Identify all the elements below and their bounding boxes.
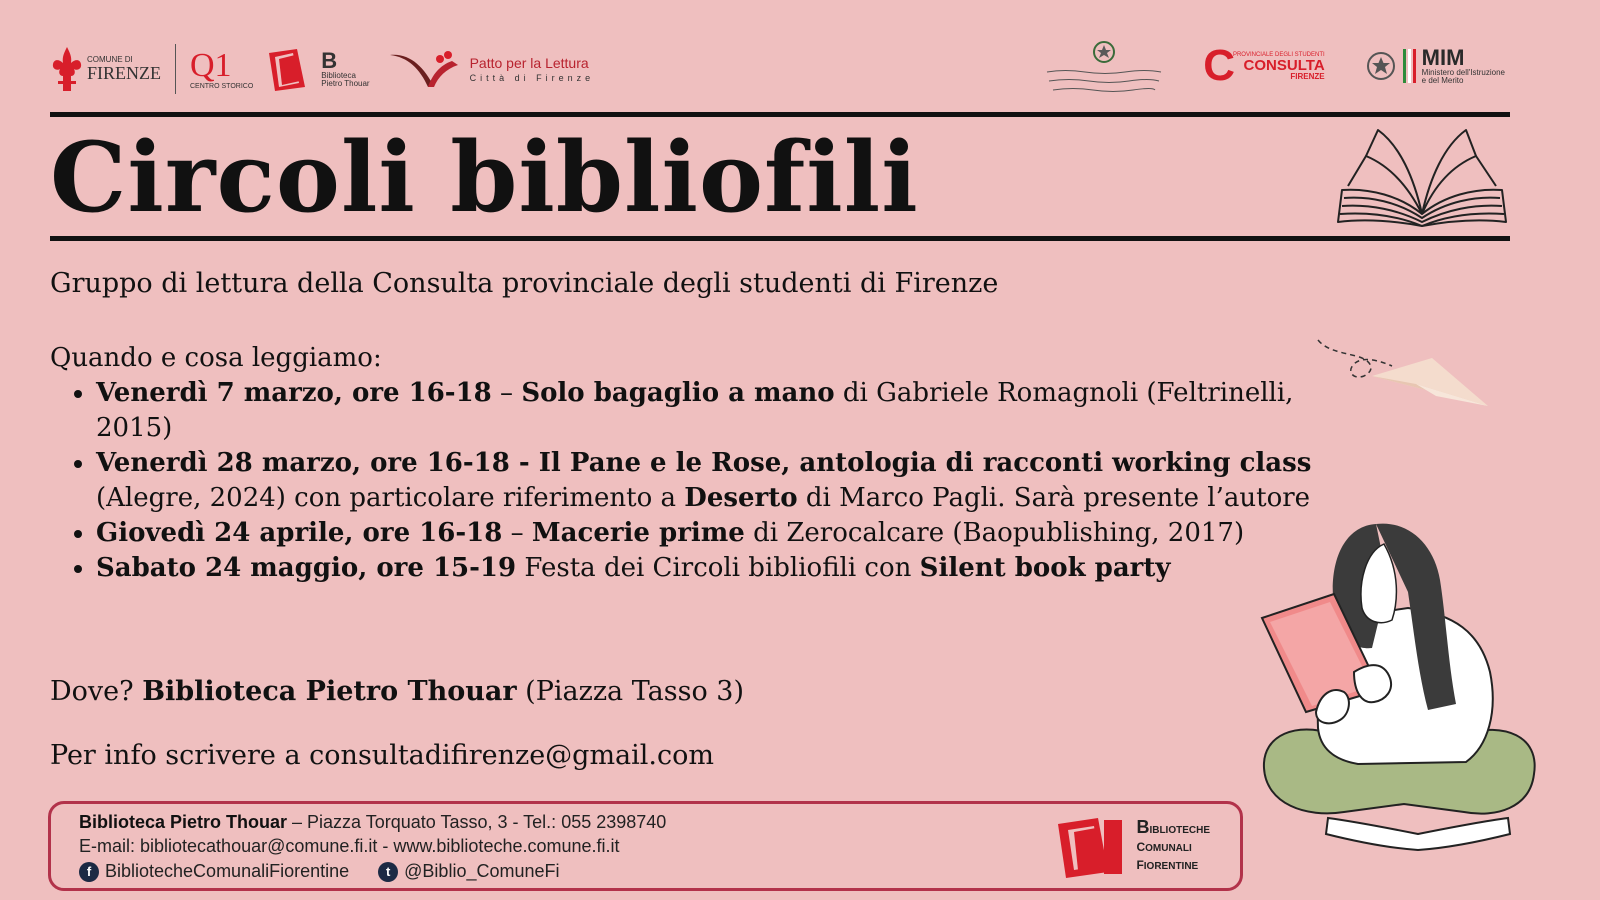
location-address: (Piazza Tasso 3): [516, 676, 745, 707]
mim-line2: e del Merito: [1421, 76, 1464, 85]
facebook-link[interactable]: [79, 861, 349, 882]
logo-separator: [175, 44, 176, 94]
consulta-firenze-logo: [1203, 41, 1325, 90]
comune-big-text: FIRENZE: [87, 63, 161, 83]
event-list: [50, 376, 1366, 586]
event-separator: –: [502, 518, 532, 548]
location-label: Dove?: [50, 676, 143, 707]
event-date: Venerdì 7 marzo, ore 16-18: [96, 378, 492, 408]
event-book: Silent book party: [919, 553, 1171, 583]
consulta-c-letter: C: [1203, 41, 1235, 90]
twitter-link[interactable]: [378, 861, 559, 882]
patto-line2: Città di Firenze: [469, 72, 595, 83]
event-details: di Zerocalcare (Baopublishing, 2017): [744, 518, 1245, 548]
red-book-icon: [1056, 816, 1130, 878]
bcf-line2: COMUNALI: [1136, 840, 1192, 854]
event-details: di Gabriele Romagnoli (Feltrinelli, 2015): [96, 378, 1294, 443]
schedule-heading: Quando e cosa leggiamo:: [50, 343, 382, 373]
paper-plane-icon: [1316, 336, 1492, 420]
flag-bars: [1403, 49, 1416, 83]
republic-emblem-icon: [1365, 50, 1397, 82]
b-letter: B: [321, 48, 338, 73]
bcf-line1: BIBLIOTECHE: [1136, 817, 1210, 837]
script-text-lines: [1045, 67, 1163, 93]
facebook-handle: BibliotecheComunaliFiorentine: [105, 861, 350, 881]
partner-logos-right: [1045, 36, 1505, 96]
consulta-small-text: PROVINCIALE DEGLI STUDENTI: [1232, 51, 1325, 58]
partner-logos-left: [50, 42, 594, 96]
event-details: di Marco Pagli. Sarà presente l’autore: [797, 483, 1311, 513]
location-line: [50, 676, 744, 707]
biblioteca-thouar-logo: [267, 47, 369, 91]
location-place: Biblioteca Pietro Thouar: [142, 676, 517, 707]
event-item: [96, 516, 1366, 551]
library-footer: [48, 801, 1243, 891]
italian-emblem-icon: [1092, 40, 1116, 64]
ministry-regional-office-logo: [1045, 40, 1163, 93]
comune-firenze-logo: [50, 45, 161, 93]
event-separator: –: [491, 378, 522, 408]
comune-small-text: COMUNE DI: [87, 55, 133, 64]
twitter-handle: @Biblio_ComuneFi: [404, 861, 560, 881]
open-book-hands-icon: [388, 47, 462, 91]
mim-logo: [1365, 47, 1505, 85]
q1-small-text: CENTRO STORICO: [190, 82, 254, 90]
q1-logo: [190, 46, 254, 90]
footer-library-name: Biblioteca Pietro Thouar: [79, 812, 288, 832]
footer-social-line: [79, 860, 584, 882]
consulta-big-text: CONSULTA: [1243, 56, 1325, 74]
twitter-icon: t: [378, 862, 398, 882]
title-top-rule: [50, 112, 1510, 117]
patto-line1: Patto per la Lettura: [469, 54, 589, 71]
open-book-icon: [1330, 126, 1514, 230]
consulta-city-text: FIRENZE: [1290, 71, 1325, 81]
footer-address: – Piazza Torquato Tasso, 3 - Tel.: 055 2398740: [287, 812, 667, 832]
event-item: [96, 446, 1366, 516]
mim-big-text: MIM: [1421, 45, 1465, 70]
biblioteche-comunali-logo: [1056, 816, 1210, 878]
event-date: Giovedì 24 aprile, ore 16-18: [96, 518, 503, 548]
footer-email-web[interactable]: E-mail: bibliotecathouar@comune.fi.it - www.biblioteche.comune.fi.it: [79, 836, 620, 856]
biblioteca-line2: Pietro Thouar: [321, 79, 370, 88]
event-book: Macerie prime: [531, 518, 745, 548]
page-title: Circoli bibliofili: [50, 121, 919, 234]
event-date: Sabato 24 maggio, ore 15-19: [96, 553, 517, 583]
patto-lettura-logo: [388, 47, 595, 91]
event-details: Festa dei Circoli bibliofili con: [516, 553, 920, 583]
event-item: [96, 551, 1366, 586]
reading-woman-illustration: [1258, 522, 1538, 866]
biblioteca-line1: Biblioteca: [321, 71, 356, 80]
red-book-icon: [267, 47, 317, 91]
event-item: [96, 376, 1366, 446]
event-date-book: Venerdì 28 marzo, ore 16-18 - Il Pane e le Rose, antologia di racconti working class: [96, 448, 1312, 478]
event-details: (Alegre, 2024) con particolare riferimento a: [96, 483, 685, 513]
contact-info: Per info scrivere a consultadifirenze@gmail.com: [50, 740, 714, 771]
mim-line1: Ministero dell'Istruzione: [1421, 68, 1505, 77]
title-bottom-rule: [50, 236, 1510, 241]
event-book: Solo bagaglio a mano: [521, 378, 835, 408]
footer-address-line: [79, 812, 666, 833]
facebook-icon: f: [79, 862, 99, 882]
subtitle: Gruppo di lettura della Consulta provinciale degli studenti di Firenze: [50, 268, 999, 299]
q1-big-text: Q1: [190, 46, 232, 84]
bcf-line3: FIORENTINE: [1136, 858, 1199, 872]
fleur-de-lis-icon: [50, 45, 84, 93]
event-book: Deserto: [684, 483, 798, 513]
